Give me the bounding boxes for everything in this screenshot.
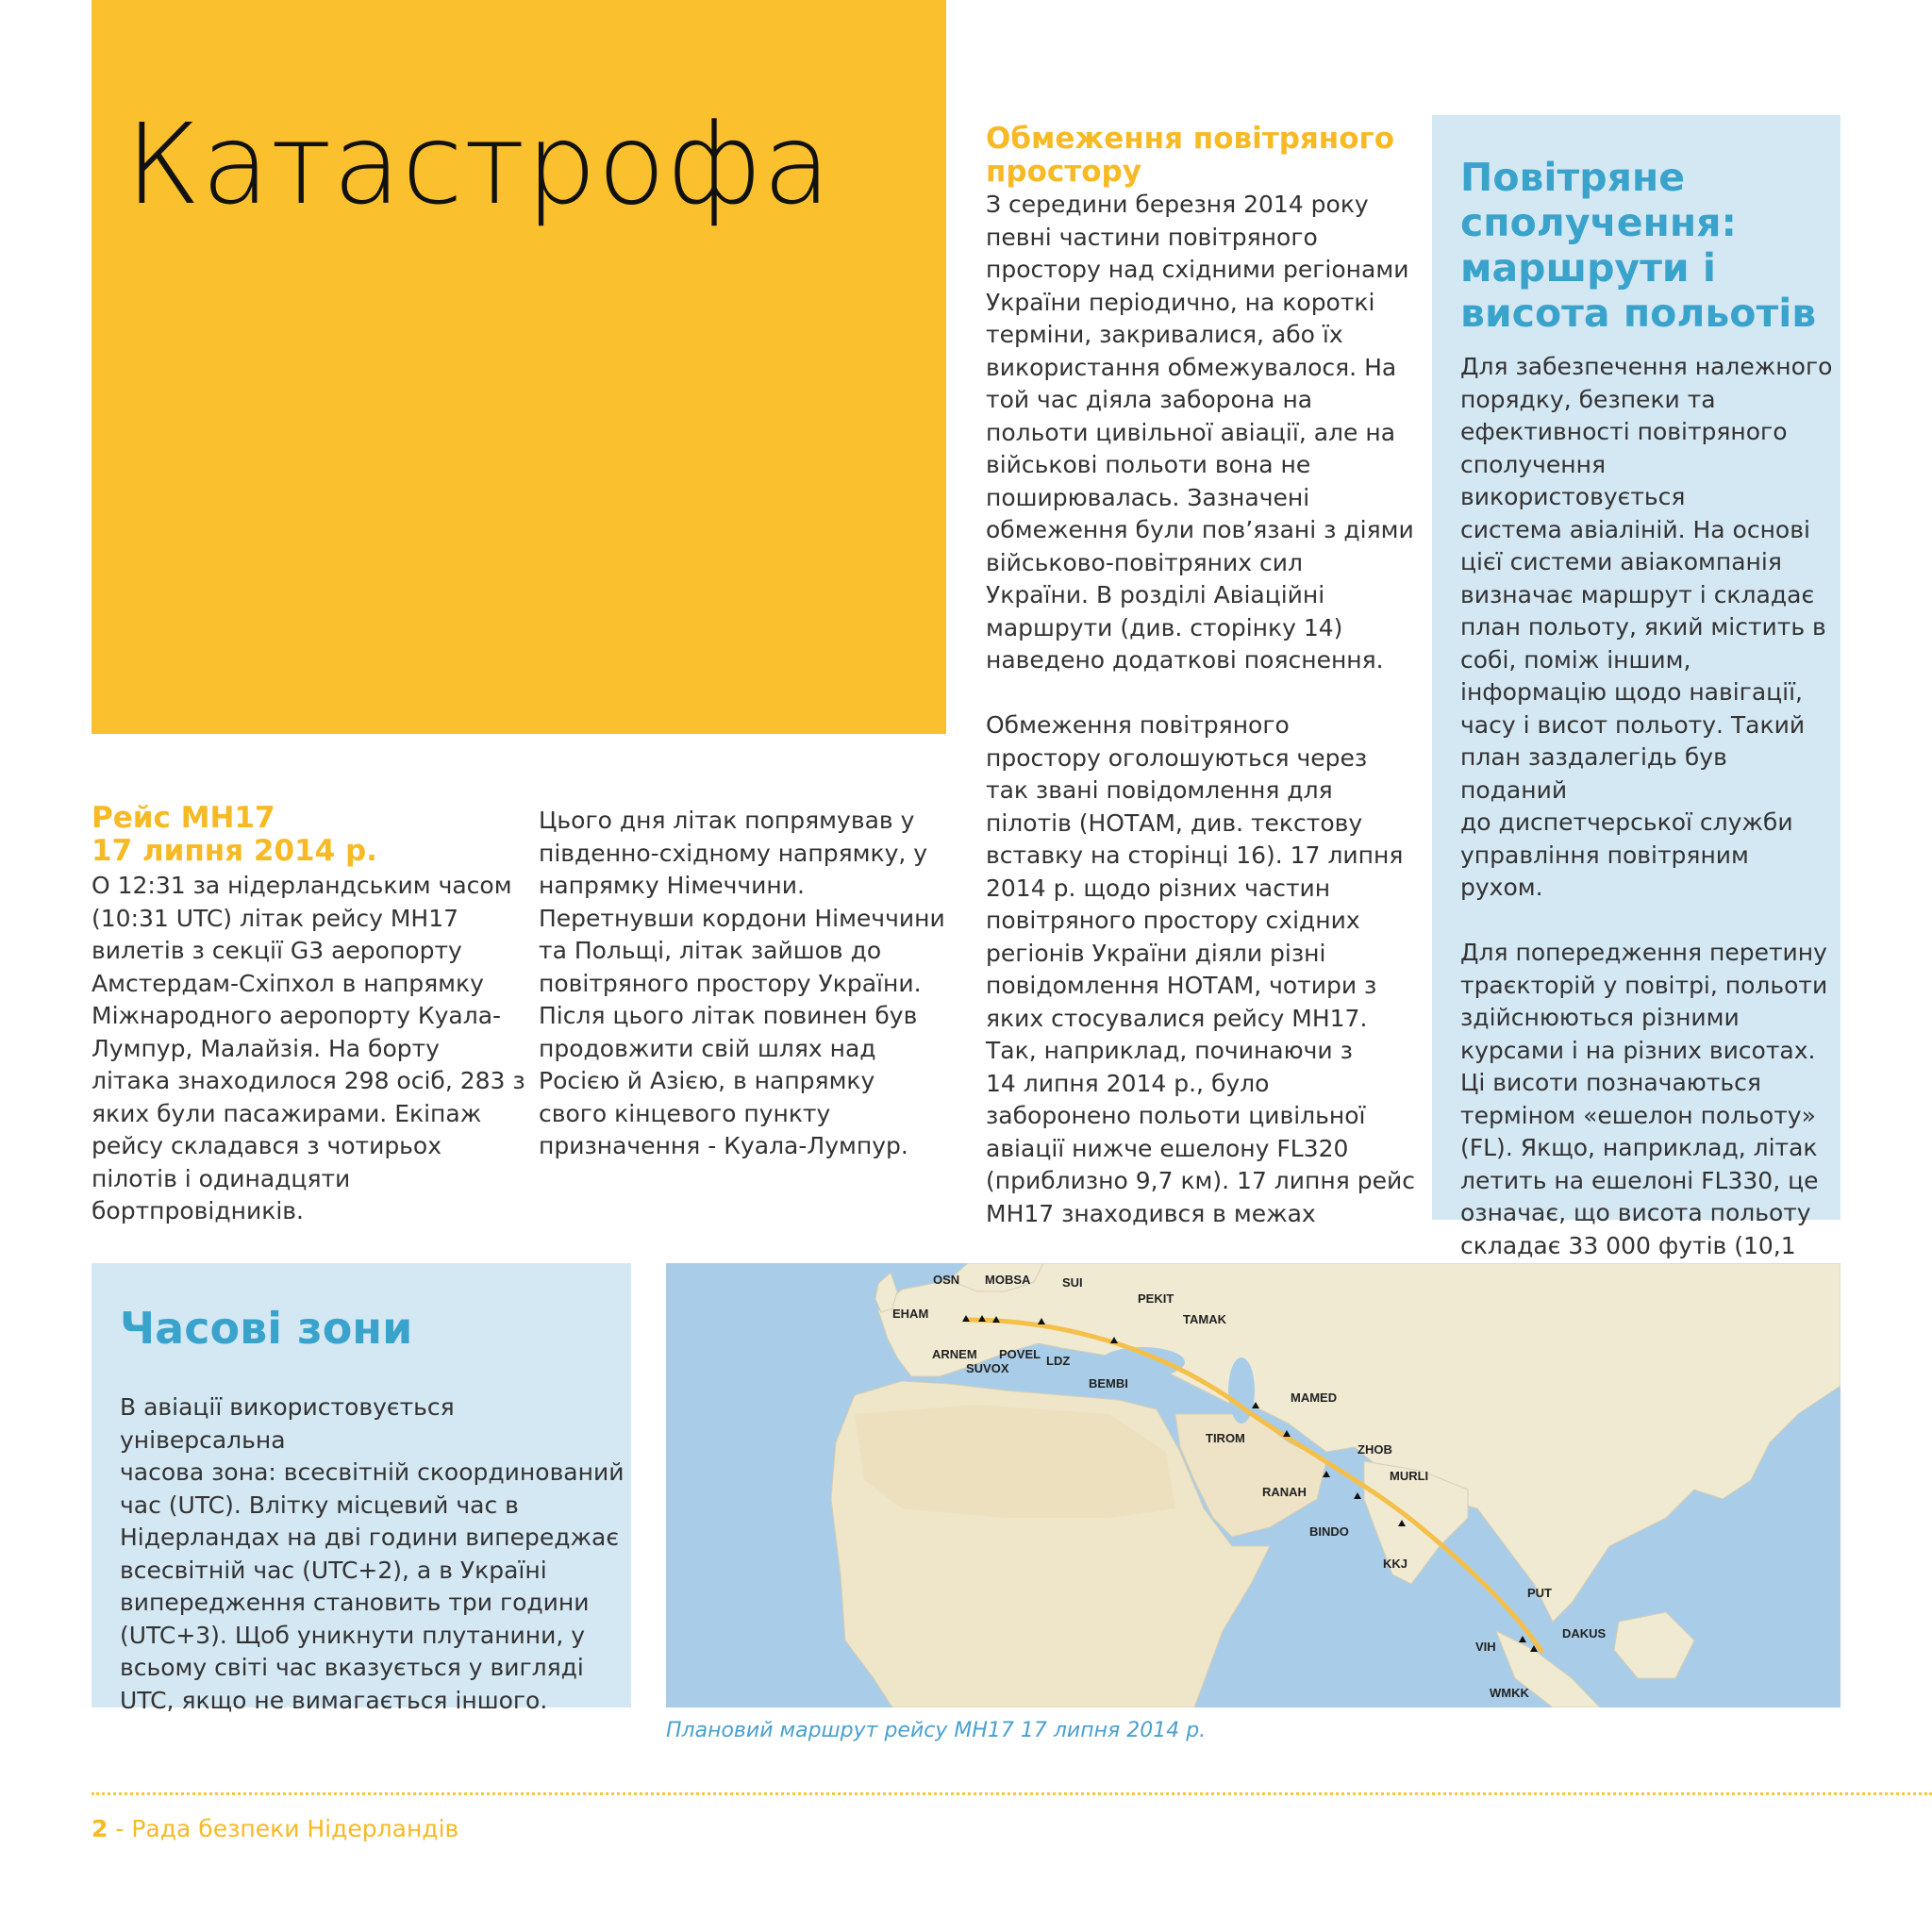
text-line: призначення - Куала-Лумпур. xyxy=(539,1132,908,1159)
waypoint-label: TAMAK xyxy=(1183,1312,1226,1326)
text-line: та Польщі, літак зайшов до xyxy=(539,937,882,964)
text-line: випередження становить три години xyxy=(120,1589,590,1616)
text-line: певні частини повітряного xyxy=(986,223,1318,251)
waypoint-label: MURLI xyxy=(1390,1469,1429,1483)
waypoint-label: SUVOX xyxy=(966,1361,1009,1375)
text-line: повідомлення НОТАМ, чотири з xyxy=(986,972,1377,999)
text-line: України періодично, на короткі xyxy=(986,288,1375,316)
text-line: Міжнародного аеропорту Куала- xyxy=(92,1002,502,1029)
airspace-heading xyxy=(986,123,1420,189)
text-line: Обмеження повітряного xyxy=(986,711,1290,739)
flight-heading-line: 17 липня 2014 р. xyxy=(92,834,377,868)
text-line: часу і висот польоту. Такий xyxy=(1460,710,1806,739)
airspace-heading-line: простору xyxy=(986,155,1141,189)
text-line: яких стосувалися рейсу МН17. xyxy=(986,1004,1368,1032)
text-line: часова зона: всесвітній скоординований xyxy=(120,1458,625,1486)
waypoint-label: BINDO xyxy=(1309,1524,1349,1539)
text-line: визначає маршрут і складає xyxy=(1460,580,1815,608)
text-line: О 12:31 за нідерландським часом xyxy=(92,872,512,899)
waypoint-label: PUT xyxy=(1527,1586,1552,1600)
text-line: здійснюються різними xyxy=(1460,1004,1740,1031)
text-line: Після цього літак повинен був xyxy=(539,1002,918,1029)
waypoint-label: BEMBI xyxy=(1089,1376,1128,1391)
text-line: собі, поміж іншим, xyxy=(1460,645,1691,674)
text-line: система авіаліній. На основі xyxy=(1460,515,1810,543)
text-line: бортпровідників. xyxy=(92,1197,304,1224)
text-line: ефективності повітряного xyxy=(1460,418,1788,445)
text-line: Амстердам-Схіпхол в напрямку xyxy=(92,969,484,997)
text-line: цієї системи авіакомпанія xyxy=(1460,548,1782,575)
text-line: рейсу складався з чотирьох xyxy=(92,1132,442,1159)
text-line: час (UTC). Влітку місцевий час в xyxy=(120,1491,519,1519)
text-line: порядку, безпеки та xyxy=(1460,385,1716,413)
text-line: вилетів з секції G3 аеропорту xyxy=(92,937,462,964)
waypoint-label: DAKUS xyxy=(1562,1626,1607,1641)
flight-heading xyxy=(92,802,525,868)
footer xyxy=(92,1815,458,1842)
text-line: вставку на сторінці 16). 17 липня xyxy=(986,841,1404,869)
text-line: план заздалегідь був поданий xyxy=(1460,743,1727,804)
air-traffic-heading xyxy=(1460,155,1816,336)
text-line: Ці висоти позначаються xyxy=(1460,1069,1761,1096)
waypoint-label: LDZ xyxy=(1046,1354,1071,1368)
text-line: військові польоти вона не xyxy=(986,451,1311,478)
waypoint-label: VIH xyxy=(1475,1640,1496,1654)
text-line: свого кінцевого пункту xyxy=(539,1099,831,1127)
text-line: яких були пасажирами. Екіпаж xyxy=(92,1099,482,1127)
waypoint-label: TIROM xyxy=(1206,1431,1245,1445)
text-line: UTC, якщо не вимагається іншого. xyxy=(120,1686,548,1714)
text-line: курсами і на різних висотах. xyxy=(1460,1036,1816,1064)
text-line: повітряного простору східних xyxy=(986,907,1360,934)
footer-separator: - xyxy=(108,1815,132,1842)
text-line: простору над східними регіонами xyxy=(986,256,1409,283)
text-line: так звані повідомлення для xyxy=(986,776,1333,804)
text-line: всьому світі час вказується у вигляді xyxy=(120,1654,584,1681)
text-line: З середини березня 2014 року xyxy=(986,191,1369,218)
airspace-heading-line: Обмеження повітряного xyxy=(986,122,1395,156)
timezones-text xyxy=(120,1391,625,1717)
text-line: регіонів України діяли різні xyxy=(986,939,1326,967)
text-line: Цього дня літак попрямував у xyxy=(539,807,915,834)
waypoint-label: KKJ xyxy=(1383,1557,1408,1571)
waypoint-label: WMKK xyxy=(1490,1686,1529,1700)
text-line: продовжити свій шлях над xyxy=(539,1034,876,1062)
text-line: Перетнувши кордони Німеччини xyxy=(539,904,945,932)
route-map xyxy=(666,1263,1840,1707)
text-line: пілотів (НОТАМ, див. текстову xyxy=(986,808,1363,837)
waypoint-label: RANAH xyxy=(1262,1485,1307,1499)
air-traffic-text xyxy=(1460,351,1833,1295)
text-line: Для попередження перетину xyxy=(1460,939,1827,966)
text-line: маршрути (див. сторінку 14) xyxy=(986,613,1343,641)
text-line: використання обмежувалося. На xyxy=(986,353,1397,381)
waypoint-label: MAMED xyxy=(1291,1391,1338,1405)
footer-divider xyxy=(92,1792,1932,1795)
text-line: траєкторій у повітрі, польоти xyxy=(1460,971,1828,999)
text-line: обмеження були пов’язані з діями xyxy=(986,516,1414,543)
text-line: той час діяла заборона на xyxy=(986,386,1313,413)
text-line: пілотів і одинадцяти xyxy=(92,1164,351,1192)
text-line: всесвітній час (UTC+2), а в Україні xyxy=(120,1556,547,1584)
air-traffic-heading-line: Повітряне xyxy=(1460,155,1686,200)
route-map-svg xyxy=(666,1263,1840,1707)
text-line: Лумпур, Малайзія. На борту xyxy=(92,1034,440,1062)
text-line: наведено додаткові пояснення. xyxy=(986,646,1384,674)
text-line: план польоту, який містить в xyxy=(1460,613,1826,641)
text-line: південно-східному напрямку, у xyxy=(539,839,928,867)
text-line: сполучення використовується xyxy=(1460,450,1686,510)
text-line: 14 липня 2014 р., було xyxy=(986,1069,1270,1097)
text-line: терміни, закривалися, або їх xyxy=(986,321,1343,348)
waypoint-label: SUI xyxy=(1062,1275,1083,1290)
text-line: військово-повітряних сил xyxy=(986,548,1303,576)
air-traffic-heading-line: маршрути і xyxy=(1460,245,1716,291)
page-title: Катастрофа xyxy=(125,99,832,229)
text-line: заборонено польоти цивільної xyxy=(986,1102,1366,1129)
text-line: поширювалась. Зазначені xyxy=(986,483,1310,511)
flight-column-1 xyxy=(92,870,525,1228)
air-traffic-box xyxy=(1432,115,1840,1259)
text-line: Так, наприклад, починаючи з xyxy=(986,1037,1353,1064)
air-traffic-heading-line: сполучення: xyxy=(1460,200,1737,245)
text-line: В авіації використовується універсальна xyxy=(120,1393,455,1454)
text-line: повітряного простору України. xyxy=(539,969,922,997)
waypoint-label: PEKIT xyxy=(1138,1291,1174,1306)
text-line: (UTC+3). Щоб уникнути плутанини, у xyxy=(120,1621,586,1649)
waypoint-label: POVEL xyxy=(999,1347,1041,1361)
text-line: до диспетчерської служби xyxy=(1460,808,1793,836)
airspace-text xyxy=(986,189,1429,1230)
timezones-box xyxy=(92,1263,631,1714)
waypoint-label: MOBSA xyxy=(985,1273,1031,1287)
text-line: напрямку Німеччини. xyxy=(539,872,805,899)
waypoint-label: OSN xyxy=(933,1273,960,1287)
text-line: (приблизно 9,7 км). 17 липня рейс xyxy=(986,1167,1415,1194)
text-line: 2014 р. щодо різних частин xyxy=(986,874,1331,902)
text-line: (FL). Якщо, наприклад, літак xyxy=(1460,1134,1818,1161)
text-line: України. В розділі Авіаційні xyxy=(986,581,1325,608)
text-line: терміном «ешелон польоту» xyxy=(1460,1101,1816,1129)
air-traffic-heading-line: висота польотів xyxy=(1460,291,1817,336)
flight-column-2 xyxy=(539,805,954,1163)
timezones-heading: Часові зони xyxy=(120,1303,413,1354)
flight-heading-line: Рейс МН17 xyxy=(92,801,275,835)
text-line: простору оголошуються через xyxy=(986,743,1368,772)
text-line: польоти цивільної авіації, але на xyxy=(986,418,1396,446)
text-line: означає, що висота польоту xyxy=(1460,1199,1811,1226)
waypoint-label: EHAM xyxy=(892,1307,929,1321)
text-line: МН17 знаходився в межах xyxy=(986,1199,1316,1227)
text-line: інформацію щодо навігації, xyxy=(1460,678,1803,706)
text-line: летить на ешелоні FL330, це xyxy=(1460,1166,1819,1194)
page-number: 2 xyxy=(92,1815,108,1842)
text-line: літака знаходилося 298 осіб, 283 з xyxy=(92,1067,525,1094)
text-line: авіації нижче ешелону FL320 xyxy=(986,1134,1349,1162)
text-line: складає 33 000 футів (10,1 xyxy=(1460,1231,1796,1259)
publisher: Рада безпеки Нідерландів xyxy=(131,1815,459,1842)
text-line: Нідерландах на дві години випереджає xyxy=(120,1524,620,1551)
text-line: управління повітряним рухом. xyxy=(1460,841,1749,901)
text-line: Для забезпечення належного xyxy=(1460,353,1833,380)
map-caption: Плановий маршрут рейсу МН17 17 липня 2014 р. xyxy=(666,1719,1207,1742)
waypoint-label: ZHOB xyxy=(1357,1442,1392,1457)
text-line: (10:31 UTC) літак рейсу МН17 xyxy=(92,904,459,932)
text-line: Росією й Азією, в напрямку xyxy=(539,1067,875,1094)
waypoint-label: ARNEM xyxy=(932,1347,977,1361)
